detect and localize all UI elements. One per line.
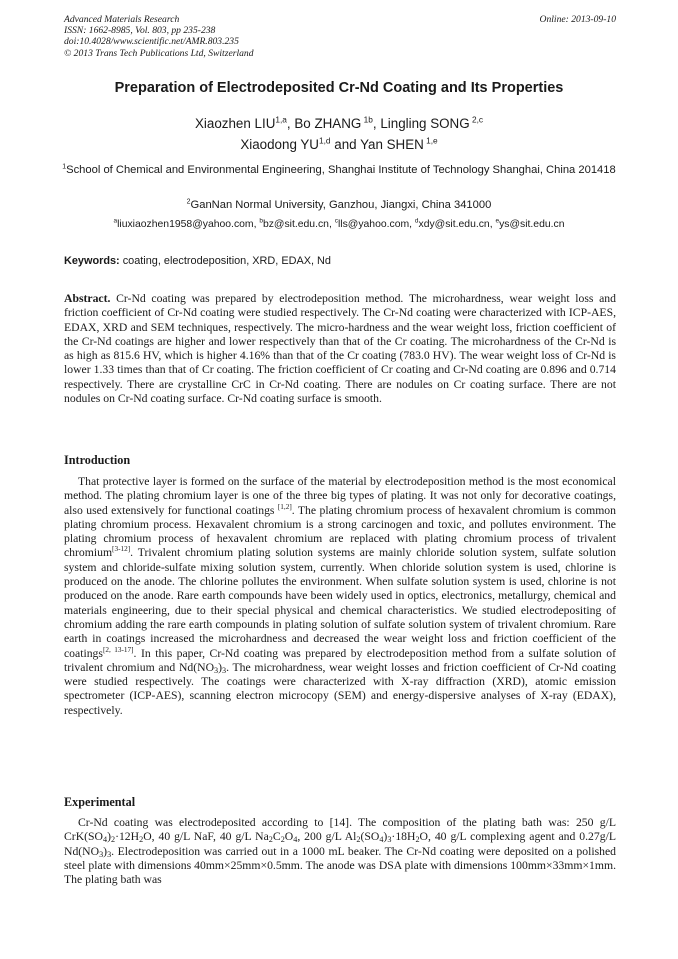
subscript: 4: [293, 835, 298, 845]
abstract-text: Cr-Nd coating was prepared by electrodeposition method. The microhardness, wear weight loss and friction coefficient of Cr-Nd coating were studied respectively. The Cr-Nd coating were characterized with ICP-AES, EDAX, XRD and SEM techniques, respectively. The micro-hardness and the wear weight loss, friction coefficient of the Cr-Nd coatings are higher and lower respectively than that of the Cr coating. The microhardness of the Cr-Nd is as high as 815.6 HV, which is higher 4.16% than that of the Cr coating (783.0 HV). The wear weight loss of Cr-Nd is lower 1.33 times than that of Cr coating. The friction coefficient of Cr coating and Cr-Nd coating are 0.896 and 0.714 respectively. There are crystalline CrC in Cr-Nd coating. There are nodules on Cr coating surface. There are not nodules on Cr-Nd coating surface. Cr-Nd coating surface is smooth.: [64, 292, 616, 406]
introduction-heading: Introduction: [64, 453, 131, 467]
citation: [2, 13-17]: [102, 645, 134, 654]
keywords-label: Keywords:: [64, 255, 120, 267]
affiliation-text: School of Chemical and Environmental Engineering, Shanghai Institute of Technology Shanghai, China 201418: [66, 164, 616, 176]
subscript: 2: [110, 835, 116, 845]
email-marker: e: [495, 217, 500, 225]
email-address[interactable]: bz@sit.edu.cn,: [262, 219, 335, 230]
subscript: 2: [356, 835, 361, 845]
author-line-2: [40, 134, 638, 155]
text-run: , 200 g/L Al: [297, 830, 357, 844]
author-marker: 1,d: [318, 135, 331, 146]
abstract-paragraph: [64, 292, 616, 406]
citation: [3-12]: [112, 545, 131, 554]
email-marker: a: [113, 217, 118, 225]
affiliation-text: GanNan Normal University, Ganzhou, Jiangxi, China 341000: [190, 199, 492, 211]
subscript: 3: [387, 835, 392, 845]
author-line-1: [40, 113, 638, 134]
subscript: 2: [280, 835, 285, 845]
keywords-text: coating, electrodeposition, XRD, EDAX, Nd: [119, 255, 331, 267]
subscript: 4: [379, 835, 384, 845]
issn-line: ISSN: 1662-8985, Vol. 803, pp 235-238: [64, 25, 216, 37]
subscript: 3: [214, 665, 219, 675]
text-run: ): [218, 660, 223, 674]
email-marker: c: [334, 217, 338, 225]
abstract-label: Abstract.: [64, 292, 111, 305]
doi-line: doi:10.4028/www.scientific.net/AMR.803.235: [64, 36, 239, 48]
text-run: ): [383, 830, 388, 844]
text-run: ·12H: [115, 830, 140, 844]
subscript: 2: [415, 835, 420, 845]
affiliation-marker: 1: [62, 163, 67, 171]
journal-header: [64, 14, 616, 59]
text-run: ): [107, 830, 111, 844]
citation: [1,2]: [277, 502, 292, 511]
text-run: O, 40 g/L NaF, 40 g/L Na: [143, 830, 269, 844]
subscript: 2: [139, 835, 144, 845]
text-run: (SO: [360, 830, 380, 844]
text-run: C: [272, 830, 281, 844]
affiliation-1: [40, 163, 638, 177]
online-date: Online: 2013-09-10: [539, 14, 616, 25]
experimental-paragraph: [64, 816, 616, 887]
author-list: [40, 113, 638, 155]
author-name: Xiaozhen LIU: [194, 116, 276, 131]
author-name: , Lingling SONG: [372, 116, 470, 131]
author-name: , Bo ZHANG: [286, 116, 362, 131]
subscript: 2: [268, 835, 273, 845]
email-address[interactable]: ys@sit.edu.cn: [499, 219, 565, 230]
text-run: O, 40 g/L complexing agent and 0.27g/L Nd(NO: [64, 830, 616, 858]
experimental-heading: Experimental: [64, 795, 136, 809]
subscript: 3: [107, 849, 112, 859]
journal-name: Advanced Materials Research: [64, 14, 180, 25]
affiliation-marker: 2: [186, 198, 191, 206]
paper-title: Preparation of Electrodeposited Cr-Nd Coating and Its Properties: [114, 80, 564, 96]
email-address[interactable]: xdy@sit.edu.cn,: [418, 219, 496, 230]
text-run: . The plating chromium process of hexavalent chromium is common plating chromium process. Hexavalent chromium is a strong carcinogen and toxic, and pollutes environment. The plating chromium process of hexavalent chromium are replaced with plating chromium process of trivalent chromium: [64, 503, 616, 560]
subscript: 3: [222, 665, 227, 675]
introduction-paragraph: [64, 475, 616, 718]
email-address[interactable]: liuxiaozhen1958@yahoo.com,: [117, 219, 260, 230]
author-name: Xiaodong YU: [240, 137, 319, 152]
author-marker: 2,c: [469, 114, 484, 125]
text-run: That protective layer is formed on the surface of the material by electrodeposition method is the most economical method. The plating chromium layer is one of the three big types of plating. It was not only for decorative coatings, also used extensively for functional coatings: [64, 475, 616, 517]
email-marker: b: [259, 217, 263, 225]
copyright-line: © 2013 Trans Tech Publications Ltd, Switzerland: [64, 47, 254, 59]
subscript: 4: [102, 835, 108, 845]
text-run: . The microhardness, wear weight losses and friction coefficient of Cr-Nd coating were studied respectively. The coatings were characterized with X-ray diffraction (XRD), atomic emission spectrometer (ICP-AES), scanning electron microcopy (SEM) and energy-dispersive analyses of X-ray (EDAX), respectively.: [64, 660, 616, 717]
author-marker: 1b: [361, 114, 373, 125]
email-address[interactable]: lls@yahoo.com,: [337, 219, 415, 230]
keywords-line: [64, 255, 616, 267]
text-run: ·18H: [391, 830, 416, 844]
text-run: Cr-Nd coating was electrodeposited according to [14]. The composition of the plating bath was: 250 g/L CrK(SO: [64, 816, 616, 844]
text-run: . Trivalent chromium plating solution systems are mainly chloride solution system, sulfate solution system and chloride-sulfate mixing solution system, currently. When chloride solution system is used, chlorine is produced on the anode. The chlorine pollutes the environment. When sulfate solution system is used, chlorine is not produced on the anode. Rare earth compounds have been widely used in optics, electronics, metallurgy, chemical and materials engineering, due to their special physical and chemical characteristics. We studied electrodepositing of chromium adding the rare earth compounds in plating solution of sulfate solution system of trivalent chromium. Rare earth in coatings increased the microhardness and decreased the wear weight loss and friction coefficient of the coatings: [64, 546, 616, 660]
text-run: O: [284, 830, 294, 844]
author-marker: 1,e: [423, 135, 438, 146]
text-run: . In this paper, Cr-Nd coating was prepared by electrodeposition method from a sulfate solution of trivalent chromium and Nd(NO: [64, 646, 616, 674]
affiliation-2: [40, 198, 638, 212]
subscript: 3: [99, 849, 104, 859]
email-marker: d: [414, 217, 419, 225]
text-run: ): [103, 844, 108, 858]
text-run: . Electrodeposition was carried out in a 1000 mL beaker. The Cr-Nd coating were deposited on a polished steel plate with dimensions 40mm×25mm×0.5mm. The anode was DSA plate with dimensions 100mm×33mm×1mm. The plating bath was: [64, 844, 616, 887]
email-list: [40, 219, 638, 230]
author-marker: 1,a: [275, 114, 287, 125]
author-name: and Yan SHEN: [330, 137, 424, 152]
